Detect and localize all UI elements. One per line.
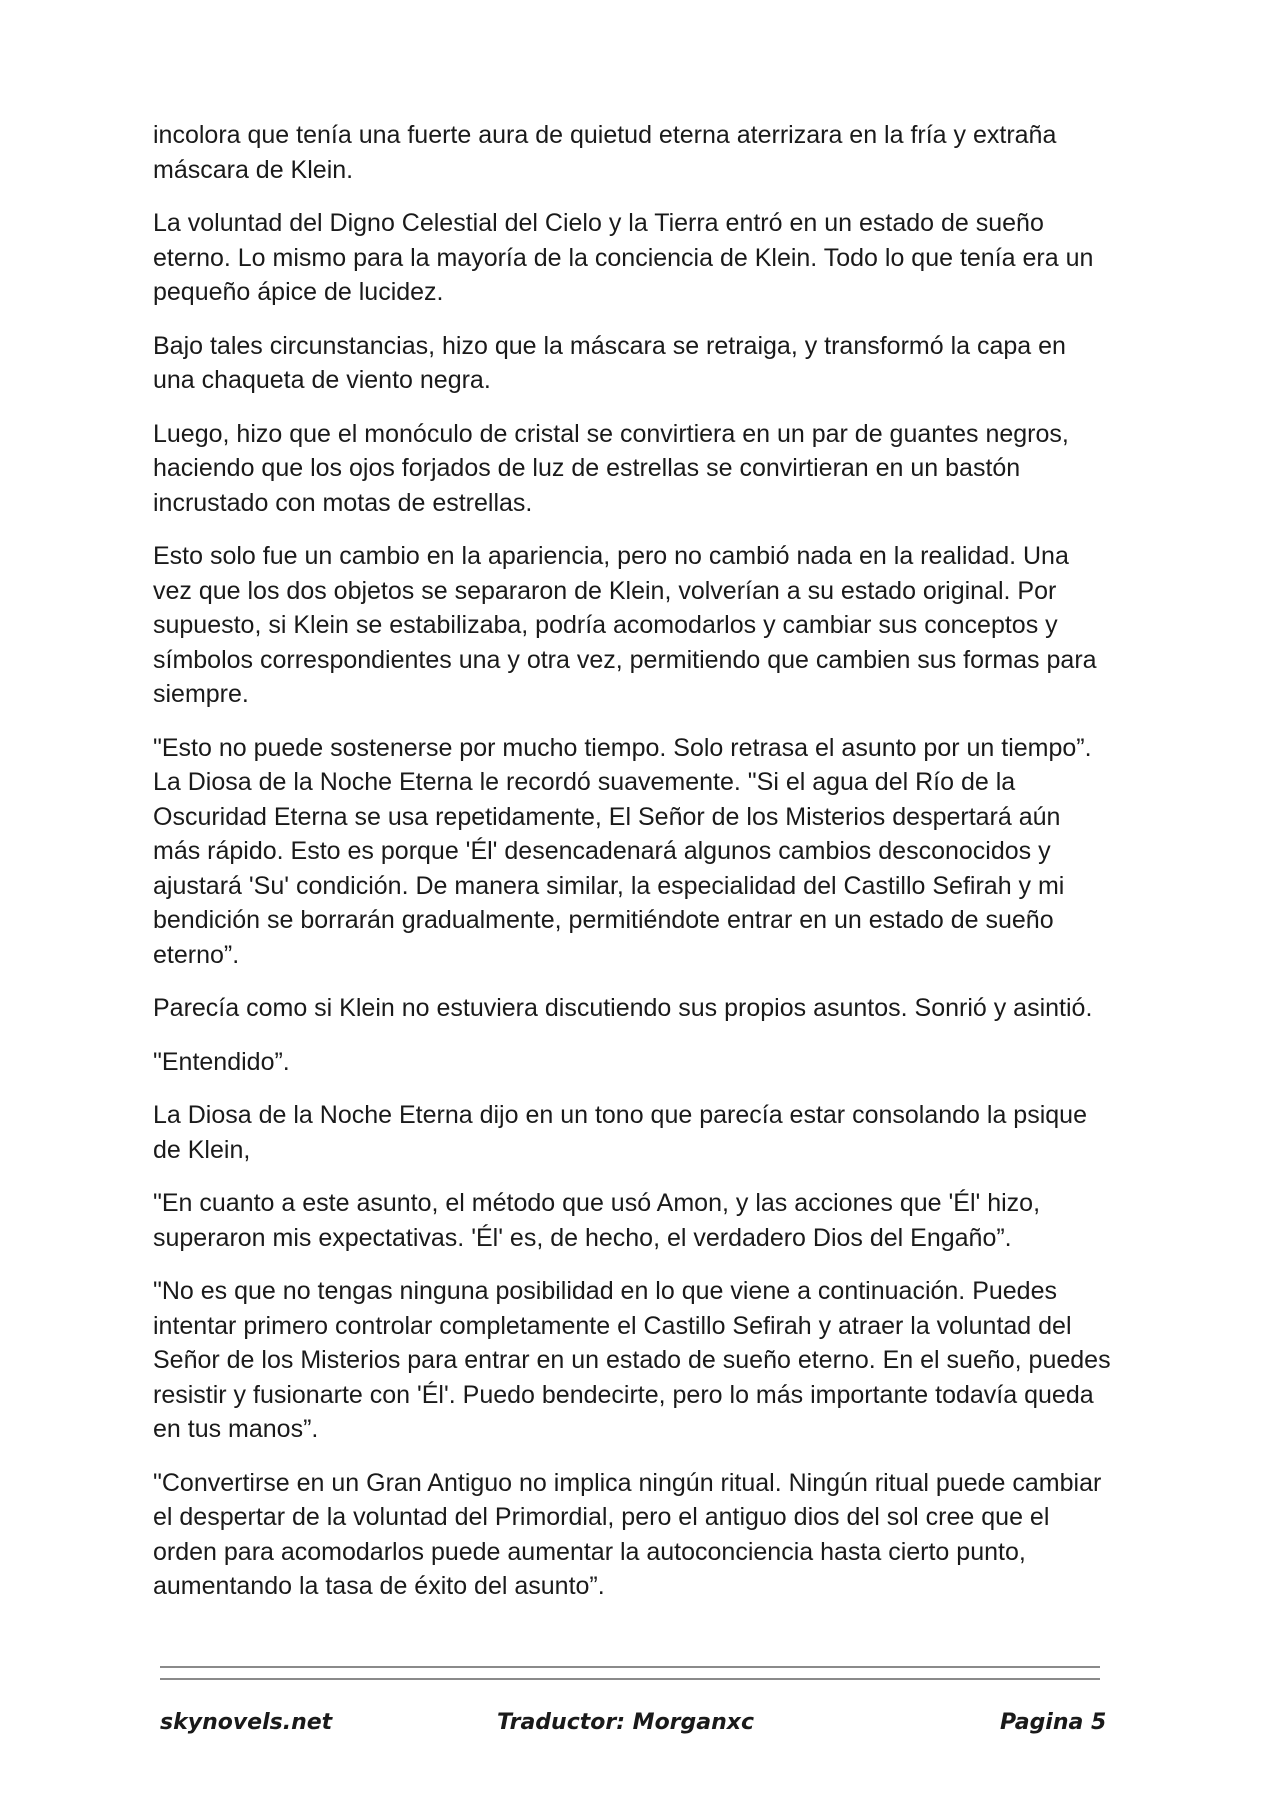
paragraph: "Convertirse en un Gran Antiguo no implica ningún ritual. Ningún ritual puede cambiar el despertar de la voluntad del Primordial, pero el antiguo dios del sol cree que el orden para acomodarlos puede aumentar la autoconciencia hasta cierto punto, aumentando la tasa de éxito del asunto”. — [153, 1468, 1102, 1600]
paragraph: La voluntad del Digno Celestial del Cielo y la Tierra entró en un estado de sueño eterno. Lo mismo para la mayoría de la conciencia de Klein. Todo lo que tenía era un pequeño ápice de lucidez. — [153, 209, 1094, 306]
paragraph: "En cuanto a este asunto, el método que usó Amon, y las acciones que 'Él' hizo, superaron mis expectativas. 'Él' es, de hecho, el verdadero Dios del Engaño”. — [153, 1189, 1041, 1252]
paragraph: Luego, hizo que el monóculo de cristal se convirtiera en un par de guantes negros, haciendo que los ojos forjados de luz de estrellas se convirtieran en un bastón incrustado con motas de estrellas. — [153, 419, 1069, 517]
paragraph: "Esto no puede sostenerse por mucho tiempo. Solo retrasa el asunto por un tiempo”. La Diosa de la Noche Eterna le recordó suavemente. "Si el agua del Río de la Oscuridad Eterna se usa repetidamente, El Señor de los Misterios despertará aún más rápido. Esto es porque 'Él' desencadenará algunos cambios desconocidos y ajustará 'Su' condición. De manera similar, la especialidad del Castillo Sefirah y mi bendición se borrarán gradualmente, permitiéndote entrar en un estado de sueño eterno”. — [153, 733, 1092, 969]
footer-divider — [160, 1666, 1100, 1668]
footer-translator: Traductor: Morganxc — [497, 1710, 755, 1735]
paragraph: Bajo tales circunstancias, hizo que la máscara se retraiga, y transformó la capa en una chaqueta de viento negra. — [153, 331, 1066, 394]
paragraph: "No es que no tengas ninguna posibilidad en lo que viene a continuación. Puedes intentar primero controlar completamente el Castillo Sefirah y atraer la voluntad del Señor de los Misterios para entrar en un estado de sueño eterno. En el sueño, puedes resistir y fusionarte con 'Él'. Puedo bendecirte, pero lo más importante todavía queda en tus manos”. — [153, 1277, 1111, 1443]
paragraph: Parecía como si Klein no estuviera discutiendo sus propios asuntos. Sonrió y asintió. — [153, 994, 1093, 1022]
footer-site: skynovels.net — [160, 1710, 333, 1735]
paragraph: Esto solo fue un cambio en la apariencia, pero no cambió nada en la realidad. Una vez que los dos objetos se separaron de Klein, volverían a su estado original. Por supuesto, si Klein se estabilizaba, podría acomodarlos y cambiar sus conceptos y símbolos correspondientes una y otra vez, permitiendo que cambien sus formas para siempre. — [153, 542, 1097, 708]
footer-page-number: Pagina 5 — [1000, 1710, 1107, 1735]
paragraph: "Entendido”. — [153, 1047, 290, 1076]
paragraph: incolora que tenía una fuerte aura de quietud eterna aterrizara en la fría y extraña máscara de Klein. — [153, 121, 1057, 184]
document-body — [153, 118, 1113, 1623]
paragraph: La Diosa de la Noche Eterna dijo en un tono que parecía estar consolando la psique de Klein, — [153, 1101, 1087, 1164]
footer-divider — [160, 1678, 1100, 1680]
